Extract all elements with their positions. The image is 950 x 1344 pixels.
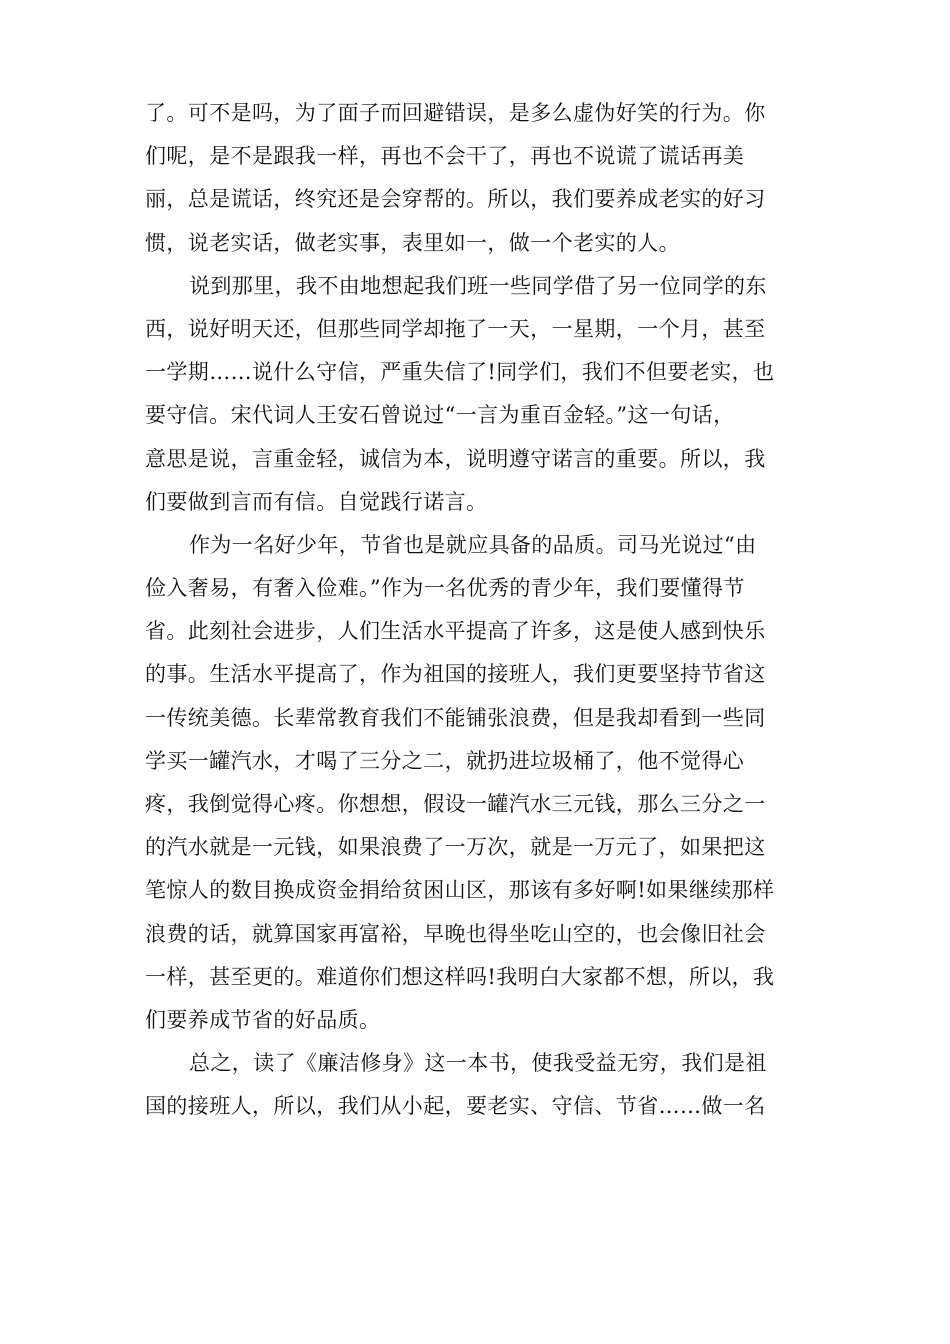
- text-line: 一样，甚至更的。难道你们想这样吗!我明白大家都不想，所以，我: [145, 964, 775, 989]
- text-line: 国的接班人，所以，我们从小起，要老实、守信、节省……做一名: [145, 1094, 766, 1119]
- text-line: 们要做到言而有信。自觉践行诺言。: [145, 489, 488, 514]
- text-line: 笔惊人的数目换成资金捐给贫困山区，那该有多好啊!如果继续那样: [145, 878, 775, 903]
- text-line: 惯，说老实话，做老实事，表里如一，做一个老实的人。: [145, 230, 680, 255]
- text-line: 的汽水就是一元钱，如果浪费了一万次，就是一万元了，如果把这: [145, 835, 766, 860]
- text-line: 们要养成节省的好品质。: [145, 1007, 381, 1032]
- text-line: 丽，总是谎话，终究还是会穿帮的。所以，我们要养成老实的好习: [145, 187, 766, 212]
- text-line: 们呢，是不是跟我一样，再也不会干了，再也不说谎了谎话再美: [145, 144, 745, 169]
- text-line: 要守信。宋代词人王安石曾说过“一言为重百金轻。”这一句话，: [145, 403, 735, 428]
- text-line: 学买一罐汽水，才喝了三分之二，就扔进垃圾桶了，他不觉得心: [145, 748, 745, 773]
- document-body: [145, 92, 810, 1129]
- text-line: 意思是说，言重金轻，诚信为本，说明遵守诺言的重要。所以，我: [145, 446, 766, 471]
- text-line: 西，说好明天还，但那些同学却拖了一天，一星期，一个月，甚至: [145, 316, 766, 341]
- text-line: 疼，我倒觉得心疼。你想想，假设一罐汽水三元钱，那么三分之一: [145, 792, 766, 816]
- text-line: 浪费的话，就算国家再富裕，早晚也得坐吃山空的，也会像旧社会: [145, 921, 766, 946]
- text-line: 一学期……说什么守信，严重失信了!同学们，我们不但要老实，也: [145, 360, 775, 385]
- text-line: 俭入奢易，有奢入俭难。”作为一名优秀的青少年，我们要懂得节: [145, 576, 745, 601]
- text-line: 的事。生活水平提高了，作为祖国的接班人，我们更要坚持节省这: [145, 662, 766, 687]
- text-line: 省。此刻社会进步，人们生活水平提高了许多，这是使人感到快乐: [145, 619, 766, 644]
- text-line: 了。可不是吗，为了面子而回避错误，是多么虚伪好笑的行为。你: [145, 101, 766, 125]
- text-line: 说到那里，我不由地想起我们班一些同学借了另一位同学的东: [189, 273, 767, 298]
- text-line: 总之，读了《廉洁修身》这一本书，使我受益无穷，我们是祖: [189, 1051, 767, 1076]
- text-line: 作为一名好少年，节省也是就应具备的品质。司马光说过“由: [189, 532, 757, 557]
- text-line: 一传统美德。长辈常教育我们不能铺张浪费，但是我却看到一些同: [145, 705, 766, 730]
